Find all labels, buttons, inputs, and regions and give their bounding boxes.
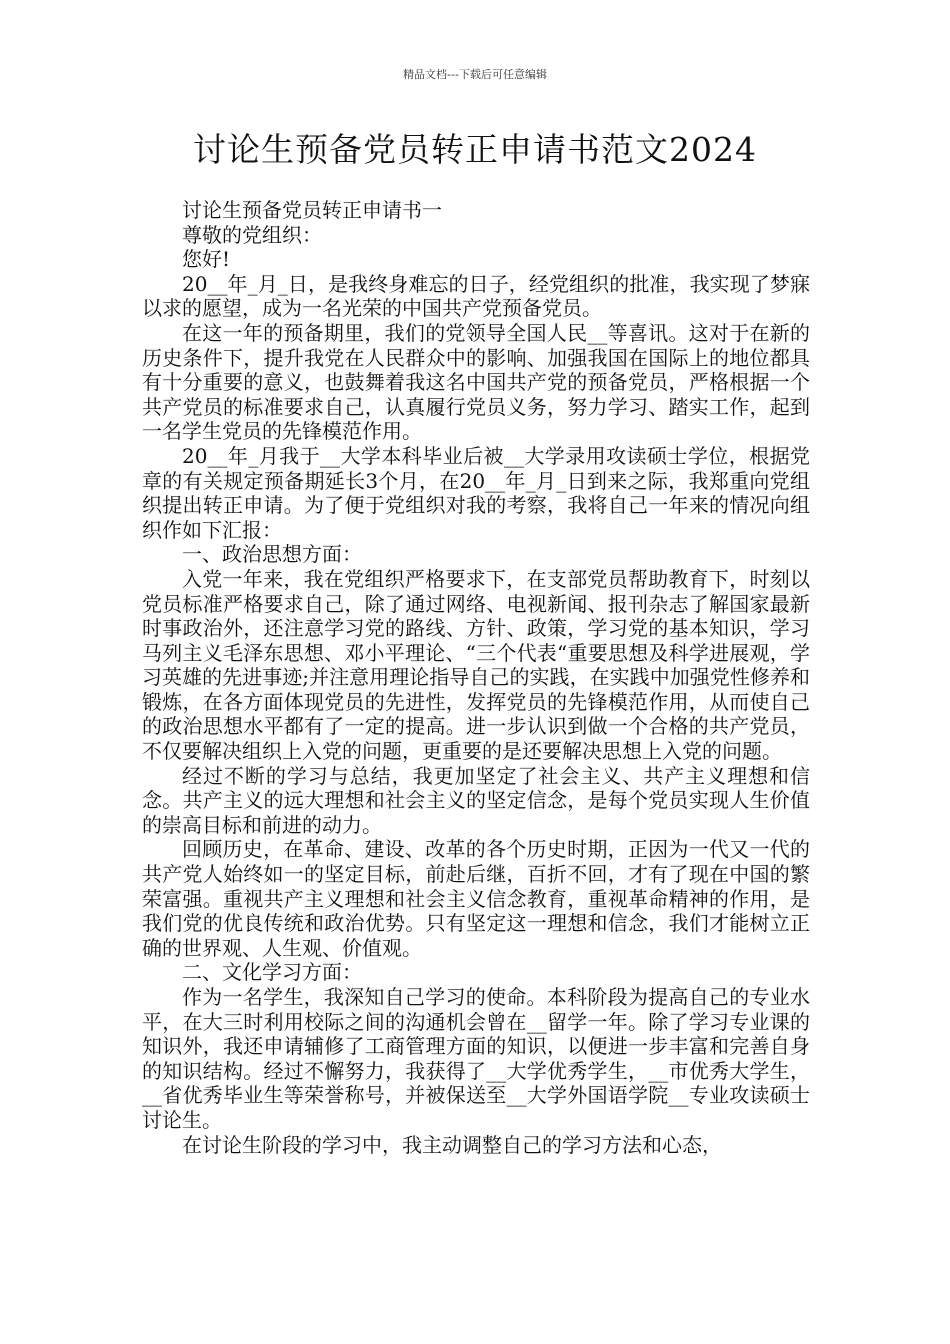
paragraph: 您好! [182,247,231,272]
document-title: 讨论生预备党员转正申请书范文2024 [193,130,757,169]
paragraph: 二、文化学习方面： [182,960,362,985]
paragraph: 20__年_月我于__大学本科毕业后被__大学录用攻读硕士学位，根据党章的有关规定预备期延长3个月，在20__年_月_日到来之际，我郑重向党组织提出转正申请。为了便于党组织对我的考察，我将自己一年来的情况向组织作如下汇报： [142,443,810,542]
paragraph: 入党一年来，我在党组织严格要求下，在支部党员帮助教育下，时刻以党员标准严格要求自己，除了通过网络、电视新闻、报刊杂志了解国家最新时事政治外，还注意学习党的路线、方针、政策，学习党的基本知识，学习马列主义毛泽东思想、邓小平理论、“三个代表“重要思想及科学进展观，学习英雄的先进事迹;并注意用理论指导自己的实践，在实践中加强党性修养和锻炼，在各方面体现党员的先进性，发挥党员的先锋模范作用，从而使自己的政治思想水平都有了一定的提高。进一步认识到做一个合格的共产党员，不仅要解决组织上入党的问题，更重要的是还要解决思想上入党的问题。 [142,566,810,764]
paragraph: 在这一年的预备期里，我们的党领导全国人民__等喜讯。这对于在新的历史条件下，提升我党在人民群众中的影响、加强我国在国际上的地位都具有十分重要的意义，也鼓舞着我这名中国共产党的预备党员，严格根据一个共产党员的标准要求自己，认真履行党员义务，努力学习、踏实工作，起到一名学生党员的先锋模范作用。 [142,320,810,444]
paragraph: 经过不断的学习与总结，我更加坚定了社会主义、共产主义理想和信念。共产主义的远大理想和社会主义的坚定信念，是每个党员实现人生价值的崇高目标和前进的动力。 [142,763,810,837]
document-body [142,198,810,1157]
paragraph: 尊敬的党组织： [182,222,322,247]
paragraph: 讨论生预备党员转正申请书一 [182,198,442,222]
paragraph: 在讨论生阶段的学习中，我主动调整自己的学习方法和心态， [182,1132,722,1157]
paragraph: 一、政治思想方面： [182,542,362,567]
paragraph: 20__年_月_日，是我终身难忘的日子，经党组织的批准，我实现了梦寐以求的愿望，成为一名光荣的中国共产党预备党员。 [142,271,810,321]
header-note: 精品文档---下载后可任意编辑 [403,68,547,81]
paragraph: 回顾历史，在革命、建设、改革的各个历史时期，正因为一代又一代的共产党人始终如一的坚定目标，前赴后继，百折不回，才有了现在中国的繁荣富强。重视共产主义理想和社会主义信念教育，重视革命精神的作用，是我们党的优良传统和政治优势。只有坚定这一理想和信念，我们才能树立正确的世界观、人生观、价值观。 [142,837,810,960]
paragraph: 作为一名学生，我深知自己学习的使命。本科阶段为提高自己的专业水平，在大三时利用校际之间的沟通机会曾在__留学一年。除了学习专业课的知识外，我还申请辅修了工商管理方面的知识，以便进一步丰富和完善自身的知识结构。经过不懈努力，我获得了__大学优秀学生，__市优秀大学生，__省优秀毕业生等荣誉称号，并被保送至__大学外国语学院__专业攻读硕士讨论生。 [142,985,810,1132]
